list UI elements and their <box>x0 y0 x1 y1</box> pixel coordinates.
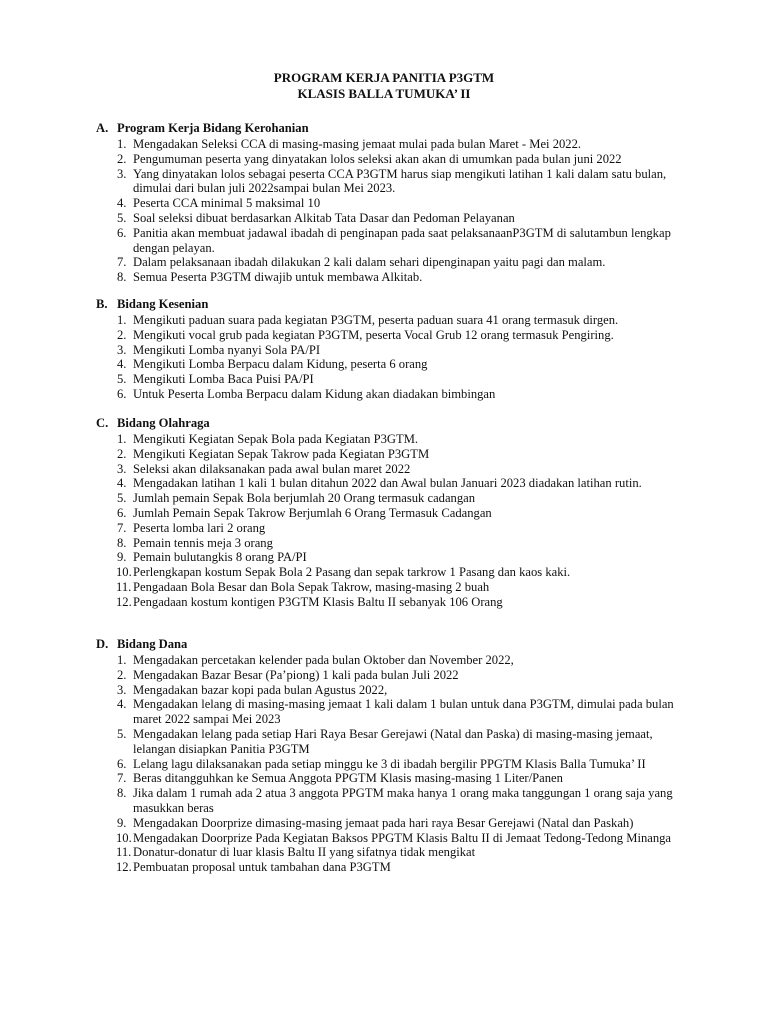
item-number: 2. <box>117 151 127 166</box>
list-item <box>96 536 696 551</box>
item-number: 6. <box>117 386 127 401</box>
item-text: Mengikuti vocal grub pada kegiatan P3GTM, peserta Vocal Grub 12 orang termasuk Pengiring. <box>133 327 614 342</box>
item-text: Mengikuti paduan suara pada kegiatan P3GTM, peserta paduan suara 41 orang termasuk dirgen. <box>133 313 619 327</box>
item-number: 1. <box>117 432 127 446</box>
item-text: Panitia akan membuat jadawal ibadah di penginapan pada saat pelaksanaanP3GTM di salutambun lengkap dengan pelayan. <box>133 225 671 255</box>
list-item <box>96 668 696 683</box>
item-number: 5. <box>117 372 127 387</box>
item-text: Peserta CCA minimal 5 maksimal 10 <box>133 196 321 211</box>
item-text: Beras ditangguhkan ke Semua Anggota PPGTM Klasis masing-masing 1 Liter/Panen <box>133 771 563 786</box>
item-number: 7. <box>117 520 127 535</box>
item-number: 2. <box>117 446 127 461</box>
list-item <box>96 255 696 270</box>
item-text: Jumlah pemain Sepak Bola berjumlah 20 Orang termasuk cadangan <box>133 491 476 506</box>
item-list <box>96 313 696 402</box>
section-title: Bidang Kesenian <box>117 297 209 311</box>
item-number: 11. <box>116 579 132 594</box>
item-number: 8. <box>117 535 127 550</box>
item-text: Pemain bulutangkis 8 orang PA/PI <box>133 550 307 565</box>
section-heading <box>96 637 696 652</box>
document-subtitle: KLASIS BALLA TUMUKA’ II <box>297 86 471 101</box>
item-text: Seleksi akan dilaksanakan pada awal bulan maret 2022 <box>133 461 411 476</box>
list-item <box>96 860 696 875</box>
item-number: 7. <box>117 771 127 786</box>
item-text: Mengadakan Bazar Besar (Pa’piong) 1 kali pada bulan Juli 2022 <box>133 667 459 682</box>
section-heading <box>96 121 696 136</box>
item-number: 1. <box>117 137 127 151</box>
list-item <box>96 506 696 521</box>
section-title: Bidang Dana <box>117 637 188 651</box>
item-number: 3. <box>117 682 127 697</box>
item-number: 2. <box>117 327 127 342</box>
item-number: 6. <box>117 225 127 240</box>
item-list <box>96 653 696 875</box>
item-text: Mengadakan bazar kopi pada bulan Agustus 2022, <box>133 682 388 697</box>
item-number: 5. <box>117 726 127 741</box>
item-number: 7. <box>117 255 127 270</box>
list-item <box>96 211 696 226</box>
list-item <box>96 653 696 668</box>
item-text: Jumlah Pemain Sepak Takrow Berjumlah 6 Orang Termasuk Cadangan <box>133 505 492 520</box>
item-number: 5. <box>117 491 127 506</box>
section-kerohanian <box>96 121 696 285</box>
item-number: 9. <box>117 815 127 830</box>
list-item <box>96 845 696 860</box>
item-text: Mengadakan lelang di masing-masing jemaat 1 kali dalam 1 bulan untuk dana P3GTM, dimulai pada bulan maret 2022 sampai Mei 2023 <box>133 697 674 727</box>
list-item <box>96 831 696 846</box>
item-text: Pengadaan kostum kontigen P3GTM Klasis Baltu II sebanyak 106 Orang <box>133 594 503 609</box>
item-text: Pemain tennis meja 3 orang <box>133 535 273 550</box>
item-text: Soal seleksi dibuat berdasarkan Alkitab Tata Dasar dan Pedoman Pelayanan <box>133 210 515 225</box>
item-number: 6. <box>117 505 127 520</box>
list-item <box>96 683 696 698</box>
list-item <box>96 550 696 565</box>
item-number: 2. <box>117 667 127 682</box>
item-list <box>96 432 696 610</box>
list-item <box>96 432 696 447</box>
item-text: Mengadakan Seleksi CCA di masing-masing jemaat mulai pada bulan Maret - Mei 2022. <box>133 137 582 151</box>
list-item <box>96 137 696 152</box>
list-item <box>96 357 696 372</box>
item-number: 1. <box>117 653 127 667</box>
item-text: Mengadakan percetakan kelender pada bulan Oktober dan November 2022, <box>133 653 514 667</box>
list-item <box>96 462 696 477</box>
list-item <box>96 343 696 358</box>
list-item <box>96 270 696 285</box>
list-item <box>96 196 696 211</box>
item-number: 8. <box>117 270 127 285</box>
item-number: 8. <box>117 786 127 801</box>
item-number: 10. <box>116 565 132 580</box>
item-text: Jika dalam 1 rumah ada 2 atua 3 anggota PPGTM maka hanya 1 orang maka tanggungan 1 orang saja yang masukkan beras <box>133 786 673 815</box>
section-olahraga <box>96 416 696 610</box>
item-text: Donatur-donatur di luar klasis Baltu II yang sifatnya tidak mengikat <box>133 845 476 860</box>
item-text: Mengadakan latihan 1 kali 1 bulan ditahun 2022 dan Awal bulan Januari 2023 diadakan latihan rutin. <box>133 476 642 491</box>
item-text: Semua Peserta P3GTM diwajib untuk membawa Alkitab. <box>133 270 423 285</box>
item-text: Mengadakan Doorprize Pada Kegiatan Baksos PPGTM Klasis Baltu II di Jemaat Tedong-Tedong Minanga <box>133 830 672 845</box>
section-letter: D. <box>96 637 109 651</box>
list-item <box>96 167 696 197</box>
item-text: Dalam pelaksanaan ibadah dilakukan 2 kali dalam sehari dipenginapan yaitu pagi dan malam. <box>133 255 606 270</box>
list-item <box>96 476 696 491</box>
item-text: Mengadakan Doorprize dimasing-masing jemaat pada hari raya Besar Gerejawi (Natal dan Paskah) <box>133 815 634 830</box>
list-item <box>96 521 696 536</box>
list-item <box>96 595 696 610</box>
item-number: 3. <box>117 461 127 476</box>
section-heading <box>96 416 696 431</box>
list-item <box>96 313 696 328</box>
item-text: Pengadaan Bola Besar dan Bola Sepak Takrow, masing-masing 2 buah <box>133 579 490 594</box>
list-item <box>96 757 696 772</box>
item-number: 4. <box>117 476 127 491</box>
list-item <box>96 387 696 402</box>
item-text: Pengumuman peserta yang dinyatakan lolos seleksi akan akan di umumkan pada bulan juni 2022 <box>133 151 622 166</box>
item-text: Untuk Peserta Lomba Berpacu dalam Kidung akan diadakan bimbingan <box>133 386 496 401</box>
list-item <box>96 771 696 786</box>
list-item <box>96 786 696 816</box>
list-item <box>96 226 696 256</box>
item-text: Peserta lomba lari 2 orang <box>133 520 266 535</box>
item-text: Perlengkapan kostum Sepak Bola 2 Pasang dan sepak tarkrow 1 Pasang dan kaos kaki. <box>133 565 571 580</box>
section-letter: A. <box>96 121 109 135</box>
list-item <box>96 816 696 831</box>
document-title: PROGRAM KERJA PANITIA P3GTM <box>273 70 495 85</box>
list-item <box>96 727 696 757</box>
item-number: 4. <box>117 196 127 211</box>
list-item <box>96 152 696 167</box>
item-number: 3. <box>117 166 127 181</box>
item-text: Mengikuti Lomba Baca Puisi PA/PI <box>133 372 314 387</box>
section-dana <box>96 637 696 875</box>
item-number: 12. <box>116 860 132 875</box>
list-item <box>96 447 696 462</box>
item-text: Mengikuti Lomba Berpacu dalam Kidung, peserta 6 orang <box>133 357 428 372</box>
list-item <box>96 565 696 580</box>
item-number: 5. <box>117 210 127 225</box>
item-text: Mengikuti Kegiatan Sepak Bola pada Kegiatan P3GTM. <box>133 432 419 446</box>
list-item <box>96 328 696 343</box>
section-letter: C. <box>96 416 109 430</box>
item-number: 9. <box>117 550 127 565</box>
list-item <box>96 491 696 506</box>
item-number: 12. <box>116 594 132 609</box>
item-text: Mengadakan lelang pada setiap Hari Raya Besar Gerejawi (Natal dan Paska) di masing-masing jemaat, lelangan disiapkan Panitia P3GTM <box>133 726 653 756</box>
item-text: Pembuatan proposal untuk tambahan dana P3GTM <box>133 860 391 875</box>
item-number: 4. <box>117 357 127 372</box>
item-number: 10. <box>116 830 132 845</box>
item-text: Lelang lagu dilaksanakan pada setiap minggu ke 3 di ibadah bergilir PPGTM Klasis Balla Tumuka’ II <box>133 756 646 771</box>
list-item <box>96 580 696 595</box>
item-text: Mengikuti Lomba nyanyi Sola PA/PI <box>133 342 321 357</box>
section-title: Bidang Olahraga <box>117 416 210 430</box>
list-item <box>96 372 696 387</box>
section-title: Program Kerja Bidang Kerohanian <box>117 121 309 135</box>
section-heading <box>96 297 696 312</box>
item-number: 1. <box>117 313 127 327</box>
item-text: Yang dinyatakan lolos sebagai peserta CCA P3GTM harus siap mengikuti latihan 1 kali dalam satu bulan, dimulai dari bulan juli 2022sampai bulan Mei 2023. <box>133 166 667 196</box>
list-item <box>96 697 696 727</box>
item-list <box>96 137 696 285</box>
item-text: Mengikuti Kegiatan Sepak Takrow pada Kegiatan P3GTM <box>133 446 430 461</box>
section-letter: B. <box>96 297 108 311</box>
section-kesenian <box>96 297 696 402</box>
item-number: 4. <box>117 697 127 712</box>
item-number: 11. <box>116 845 132 860</box>
item-number: 3. <box>117 342 127 357</box>
item-number: 6. <box>117 756 127 771</box>
